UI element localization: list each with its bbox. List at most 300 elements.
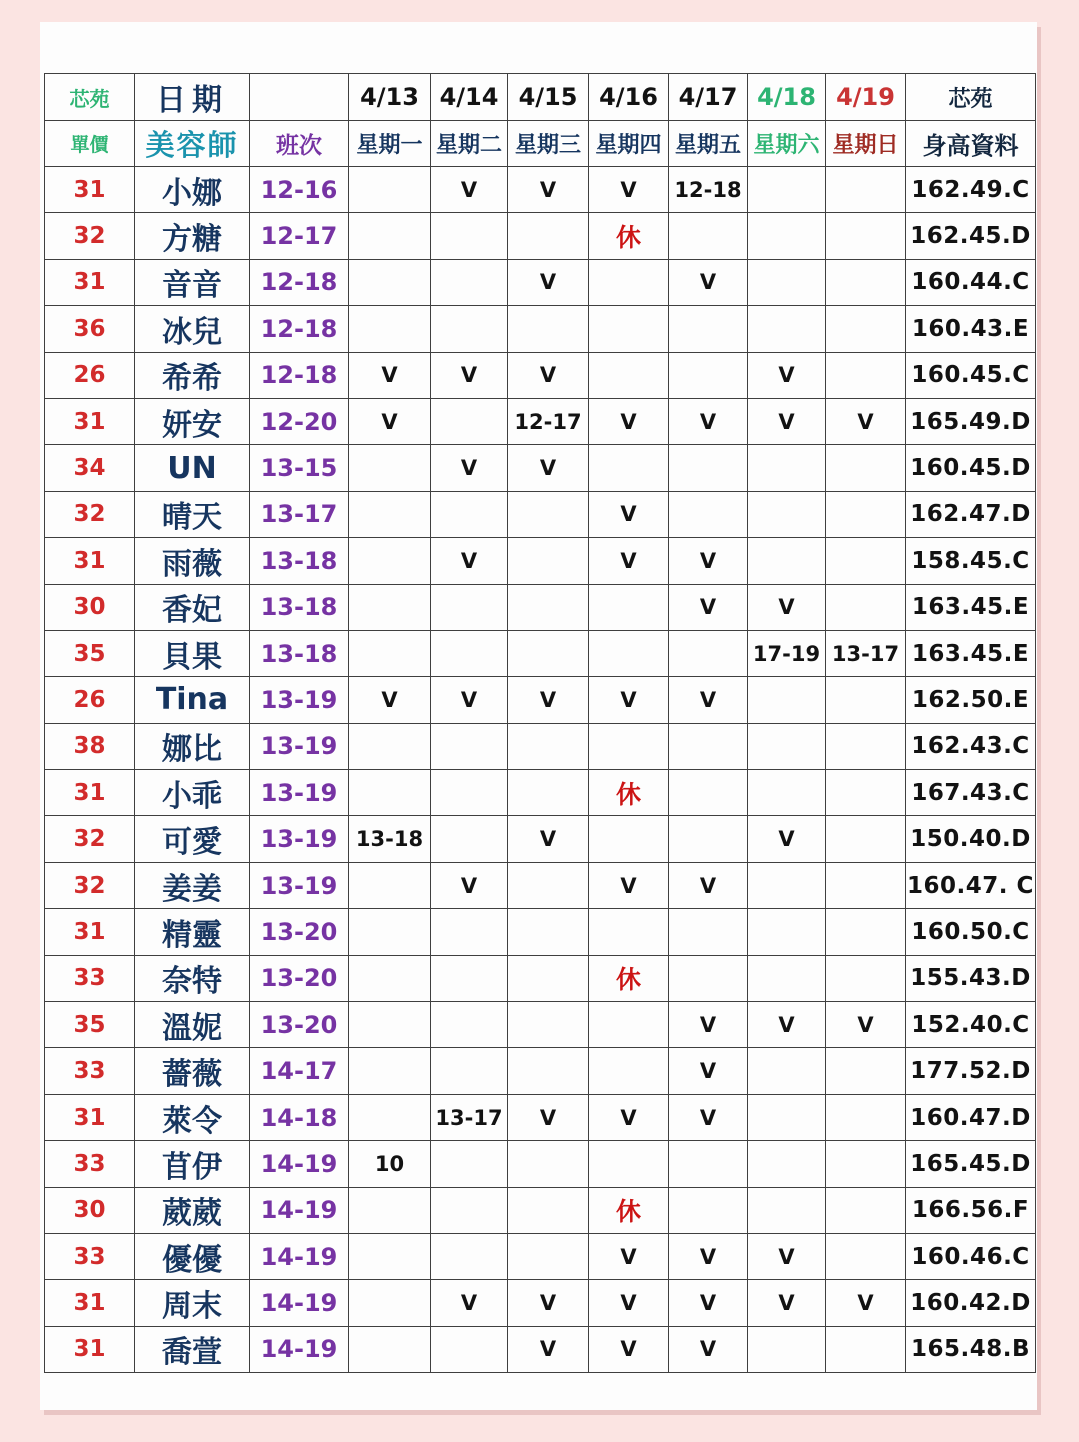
shift-cell: 12-20 [250, 398, 349, 444]
day-cell [431, 259, 508, 305]
day-cell [508, 1141, 589, 1187]
day-cell [826, 259, 906, 305]
table-row [45, 1187, 1036, 1233]
price-cell: 32 [45, 816, 135, 862]
day-cell [589, 584, 669, 630]
day-cell [748, 955, 826, 1001]
day-cell [748, 1094, 826, 1140]
name-cell: 冰兒 [135, 306, 250, 352]
table-row [45, 306, 1036, 352]
day-cell [669, 955, 748, 1001]
day-cell: V [349, 398, 431, 444]
day-cell: V [589, 491, 669, 537]
shift-cell: 13-19 [250, 770, 349, 816]
day-cell [826, 955, 906, 1001]
name-cell: UN [135, 445, 250, 491]
shift-cell: 13-20 [250, 909, 349, 955]
weekday-thu: 星期四 [589, 121, 669, 167]
height-cell: 177.52.D [906, 1048, 1036, 1094]
day-cell [826, 816, 906, 862]
day-cell [748, 1326, 826, 1372]
price-cell: 33 [45, 955, 135, 1001]
name-cell: 精靈 [135, 909, 250, 955]
table-row [45, 1280, 1036, 1326]
day-cell [431, 491, 508, 537]
day-cell [349, 1094, 431, 1140]
shift-cell: 13-18 [250, 630, 349, 676]
weekday-sun: 星期日 [826, 121, 906, 167]
day-cell [669, 816, 748, 862]
weekday-mon: 星期一 [349, 121, 431, 167]
day-cell [826, 1048, 906, 1094]
name-cell: 葳葳 [135, 1187, 250, 1233]
day-cell: 12-18 [669, 167, 748, 213]
table-row [45, 445, 1036, 491]
shift-cell: 12-17 [250, 213, 349, 259]
header-row-labels [45, 121, 1036, 167]
day-cell [508, 955, 589, 1001]
shift-cell: 13-17 [250, 491, 349, 537]
shift-cell: 14-18 [250, 1094, 349, 1140]
shift-header-label: 班次 [250, 121, 349, 167]
height-cell: 160.44.C [906, 259, 1036, 305]
price-cell: 36 [45, 306, 135, 352]
date-sun: 4/19 [826, 74, 906, 121]
day-cell [508, 630, 589, 676]
height-cell: 160.50.C [906, 909, 1036, 955]
name-cell: 可愛 [135, 816, 250, 862]
shift-cell: 14-19 [250, 1187, 349, 1233]
day-cell [589, 1048, 669, 1094]
day-cell [431, 1187, 508, 1233]
day-cell [826, 445, 906, 491]
day-cell [669, 491, 748, 537]
day-cell [349, 1002, 431, 1048]
day-cell: V [431, 1280, 508, 1326]
price-cell: 34 [45, 445, 135, 491]
day-cell [508, 723, 589, 769]
day-cell: 13-17 [431, 1094, 508, 1140]
table-row [45, 677, 1036, 723]
name-cell: 奈特 [135, 955, 250, 1001]
day-cell: V [508, 1094, 589, 1140]
day-cell [748, 259, 826, 305]
day-cell [748, 1048, 826, 1094]
price-cell: 33 [45, 1048, 135, 1094]
day-cell: V [669, 1233, 748, 1279]
weekday-wed: 星期三 [508, 121, 589, 167]
day-cell [431, 584, 508, 630]
name-cell: 薔薇 [135, 1048, 250, 1094]
day-cell: V [349, 352, 431, 398]
day-cell [826, 1233, 906, 1279]
table-row [45, 491, 1036, 537]
name-cell: 貝果 [135, 630, 250, 676]
height-header-label: 身高資料 [906, 121, 1036, 167]
table-row [45, 584, 1036, 630]
day-cell [748, 723, 826, 769]
table-row [45, 723, 1036, 769]
day-cell: V [589, 677, 669, 723]
height-cell: 158.45.C [906, 538, 1036, 584]
day-cell: 休 [589, 213, 669, 259]
price-cell: 33 [45, 1141, 135, 1187]
shift-cell: 14-19 [250, 1280, 349, 1326]
day-cell: V [748, 398, 826, 444]
name-cell: 妍安 [135, 398, 250, 444]
shift-cell: 13-20 [250, 955, 349, 1001]
day-cell [431, 1002, 508, 1048]
day-cell [826, 909, 906, 955]
day-cell [508, 584, 589, 630]
name-cell: 雨薇 [135, 538, 250, 584]
day-cell [431, 955, 508, 1001]
shift-cell: 13-19 [250, 816, 349, 862]
shift-cell: 14-19 [250, 1233, 349, 1279]
day-cell [508, 1233, 589, 1279]
day-cell: V [349, 677, 431, 723]
date-thu: 4/16 [589, 74, 669, 121]
price-cell: 30 [45, 1187, 135, 1233]
day-cell: 休 [589, 1187, 669, 1233]
day-cell [826, 770, 906, 816]
height-cell: 155.43.D [906, 955, 1036, 1001]
shift-cell: 13-19 [250, 862, 349, 908]
table-row [45, 816, 1036, 862]
height-cell: 162.47.D [906, 491, 1036, 537]
day-cell [748, 491, 826, 537]
name-cell: 優優 [135, 1233, 250, 1279]
day-cell [349, 770, 431, 816]
table-row [45, 538, 1036, 584]
day-cell: V [589, 398, 669, 444]
date-header-label: 日期 [135, 74, 250, 121]
day-cell [669, 909, 748, 955]
day-cell: V [669, 1326, 748, 1372]
day-cell [826, 1141, 906, 1187]
day-cell [669, 630, 748, 676]
day-cell [669, 723, 748, 769]
day-cell: V [431, 352, 508, 398]
shift-cell: 13-19 [250, 677, 349, 723]
day-cell [349, 1233, 431, 1279]
day-cell [748, 538, 826, 584]
schedule-sheet [40, 22, 1037, 1410]
day-cell [508, 306, 589, 352]
day-cell: 12-17 [508, 398, 589, 444]
height-cell: 150.40.D [906, 816, 1036, 862]
price-header-label: 單價 [45, 121, 135, 167]
day-cell: V [589, 1233, 669, 1279]
height-cell: 166.56.F [906, 1187, 1036, 1233]
day-cell: V [669, 862, 748, 908]
day-cell [748, 1141, 826, 1187]
height-cell: 160.45.D [906, 445, 1036, 491]
name-cell: 希希 [135, 352, 250, 398]
weekday-fri: 星期五 [669, 121, 748, 167]
name-cell: 姜姜 [135, 862, 250, 908]
price-cell: 31 [45, 909, 135, 955]
day-cell [349, 167, 431, 213]
day-cell [349, 1326, 431, 1372]
day-cell [349, 306, 431, 352]
day-cell: V [748, 1280, 826, 1326]
day-cell: V [826, 398, 906, 444]
day-cell [589, 1002, 669, 1048]
name-cell: 周末 [135, 1280, 250, 1326]
day-cell: V [669, 538, 748, 584]
day-cell [349, 584, 431, 630]
day-cell [826, 862, 906, 908]
day-cell [431, 816, 508, 862]
name-cell: 小乖 [135, 770, 250, 816]
table-row [45, 770, 1036, 816]
height-cell: 160.47.D [906, 1094, 1036, 1140]
day-cell [748, 909, 826, 955]
day-cell [669, 1141, 748, 1187]
table-row [45, 630, 1036, 676]
table-row [45, 1002, 1036, 1048]
day-cell: V [669, 398, 748, 444]
day-cell [826, 1326, 906, 1372]
corner-label-left: 芯苑 [45, 74, 135, 121]
table-row [45, 259, 1036, 305]
day-cell: V [748, 1002, 826, 1048]
corner-label-right: 芯苑 [906, 74, 1036, 121]
day-cell: 13-18 [349, 816, 431, 862]
day-cell [589, 1141, 669, 1187]
day-cell [669, 213, 748, 259]
price-cell: 35 [45, 1002, 135, 1048]
day-cell [349, 538, 431, 584]
height-cell: 165.48.B [906, 1326, 1036, 1372]
price-cell: 35 [45, 630, 135, 676]
day-cell: V [669, 1002, 748, 1048]
day-cell: V [826, 1280, 906, 1326]
weekday-tue: 星期二 [431, 121, 508, 167]
name-cell: 溫妮 [135, 1002, 250, 1048]
day-cell: V [508, 259, 589, 305]
price-cell: 31 [45, 1326, 135, 1372]
day-cell [508, 1048, 589, 1094]
height-cell: 162.50.E [906, 677, 1036, 723]
day-cell [431, 630, 508, 676]
price-cell: 32 [45, 213, 135, 259]
price-cell: 31 [45, 770, 135, 816]
day-cell [826, 167, 906, 213]
header-row-dates [45, 74, 1036, 121]
day-cell [508, 1187, 589, 1233]
day-cell [431, 723, 508, 769]
height-cell: 160.47. C [906, 862, 1036, 908]
price-cell: 38 [45, 723, 135, 769]
weekday-sat: 星期六 [748, 121, 826, 167]
name-cell: 音音 [135, 259, 250, 305]
day-cell [508, 862, 589, 908]
price-cell: 31 [45, 1094, 135, 1140]
height-cell: 160.42.D [906, 1280, 1036, 1326]
table-row [45, 1326, 1036, 1372]
day-cell: V [589, 1094, 669, 1140]
day-cell [349, 1280, 431, 1326]
day-cell: V [431, 167, 508, 213]
day-cell [748, 770, 826, 816]
shift-cell: 13-18 [250, 584, 349, 630]
price-cell: 31 [45, 1280, 135, 1326]
name-cell: 苜伊 [135, 1141, 250, 1187]
day-cell: V [508, 1326, 589, 1372]
day-cell [349, 213, 431, 259]
day-cell: V [508, 352, 589, 398]
shift-cell: 13-19 [250, 723, 349, 769]
day-cell: V [431, 862, 508, 908]
price-cell: 33 [45, 1233, 135, 1279]
date-mon: 4/13 [349, 74, 431, 121]
day-cell [508, 538, 589, 584]
day-cell: V [508, 1280, 589, 1326]
height-cell: 163.45.E [906, 630, 1036, 676]
day-cell: V [826, 1002, 906, 1048]
day-cell [748, 1187, 826, 1233]
shift-cell: 12-16 [250, 167, 349, 213]
day-cell [589, 909, 669, 955]
day-cell [826, 584, 906, 630]
day-cell [589, 723, 669, 769]
day-cell [826, 677, 906, 723]
day-cell [508, 491, 589, 537]
shift-cell: 12-18 [250, 306, 349, 352]
day-cell [349, 1048, 431, 1094]
day-cell [431, 1141, 508, 1187]
blank-header-cell [250, 74, 349, 121]
day-cell [431, 398, 508, 444]
name-cell: 萊令 [135, 1094, 250, 1140]
day-cell [349, 259, 431, 305]
day-cell [669, 445, 748, 491]
day-cell: V [669, 1094, 748, 1140]
date-wed: 4/15 [508, 74, 589, 121]
table-row [45, 909, 1036, 955]
price-cell: 31 [45, 259, 135, 305]
name-cell: 娜比 [135, 723, 250, 769]
day-cell: V [589, 167, 669, 213]
name-cell: Tina [135, 677, 250, 723]
day-cell [431, 213, 508, 259]
day-cell: V [669, 259, 748, 305]
day-cell: V [589, 1280, 669, 1326]
day-cell [349, 1187, 431, 1233]
height-cell: 162.45.D [906, 213, 1036, 259]
day-cell [431, 1048, 508, 1094]
height-cell: 160.45.C [906, 352, 1036, 398]
day-cell: 休 [589, 770, 669, 816]
day-cell [508, 213, 589, 259]
shift-cell: 14-19 [250, 1141, 349, 1187]
day-cell [508, 1002, 589, 1048]
day-cell: V [431, 445, 508, 491]
day-cell [669, 1187, 748, 1233]
day-cell [669, 352, 748, 398]
day-cell [826, 352, 906, 398]
day-cell [669, 770, 748, 816]
height-cell: 152.40.C [906, 1002, 1036, 1048]
day-cell: V [669, 677, 748, 723]
name-cell: 晴天 [135, 491, 250, 537]
day-cell [431, 770, 508, 816]
day-cell: V [589, 538, 669, 584]
day-cell: V [669, 1280, 748, 1326]
day-cell: 10 [349, 1141, 431, 1187]
name-cell: 小娜 [135, 167, 250, 213]
height-cell: 165.49.D [906, 398, 1036, 444]
day-cell: 17-19 [748, 630, 826, 676]
height-cell: 163.45.E [906, 584, 1036, 630]
day-cell: V [748, 816, 826, 862]
height-cell: 160.46.C [906, 1233, 1036, 1279]
price-cell: 31 [45, 538, 135, 584]
shift-cell: 13-15 [250, 445, 349, 491]
table-row [45, 862, 1036, 908]
day-cell [431, 1233, 508, 1279]
shift-cell: 12-18 [250, 259, 349, 305]
table-row [45, 1141, 1036, 1187]
day-cell [826, 1094, 906, 1140]
height-cell: 167.43.C [906, 770, 1036, 816]
day-cell [431, 1326, 508, 1372]
day-cell [826, 213, 906, 259]
table-row [45, 1233, 1036, 1279]
price-cell: 30 [45, 584, 135, 630]
shift-cell: 14-19 [250, 1326, 349, 1372]
day-cell [349, 445, 431, 491]
day-cell: V [508, 445, 589, 491]
day-cell [589, 352, 669, 398]
day-cell [748, 445, 826, 491]
date-tue: 4/14 [431, 74, 508, 121]
schedule-body [45, 167, 1036, 1373]
table-row [45, 213, 1036, 259]
day-cell [589, 259, 669, 305]
day-cell: 13-17 [826, 630, 906, 676]
price-cell: 31 [45, 398, 135, 444]
day-cell: V [508, 816, 589, 862]
schedule-table [44, 73, 1036, 1373]
shift-cell: 14-17 [250, 1048, 349, 1094]
name-cell: 香妃 [135, 584, 250, 630]
day-cell [748, 677, 826, 723]
day-cell [826, 538, 906, 584]
day-cell: V [669, 584, 748, 630]
day-cell: V [748, 352, 826, 398]
table-row [45, 1094, 1036, 1140]
day-cell [748, 306, 826, 352]
day-cell: V [508, 677, 589, 723]
day-cell: V [748, 584, 826, 630]
table-row [45, 167, 1036, 213]
day-cell: V [431, 677, 508, 723]
height-cell: 162.43.C [906, 723, 1036, 769]
day-cell [508, 770, 589, 816]
day-cell [508, 909, 589, 955]
day-cell: V [589, 862, 669, 908]
price-cell: 32 [45, 491, 135, 537]
beautician-header-label: 美容師 [135, 121, 250, 167]
day-cell [826, 723, 906, 769]
date-sat: 4/18 [748, 74, 826, 121]
day-cell [349, 630, 431, 676]
day-cell [589, 816, 669, 862]
height-cell: 160.43.E [906, 306, 1036, 352]
